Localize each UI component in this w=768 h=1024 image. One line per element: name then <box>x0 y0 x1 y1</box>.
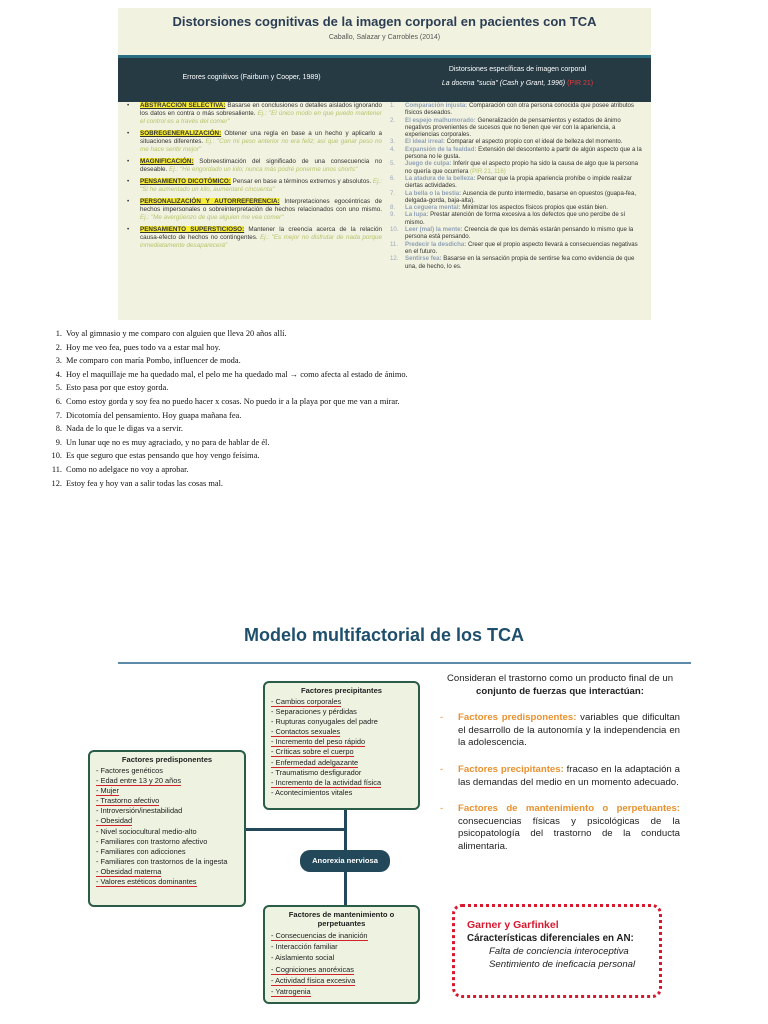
garner-subtitle: Cáracterísticas diferenciales en AN: <box>467 933 634 944</box>
slide1-subtitle: Caballo, Salazar y Carrobles (2014) <box>328 34 441 41</box>
factor-item: - Incremento de la actividad física <box>271 777 382 787</box>
error-example: Ej.: "Si he aumentado un kilo, aumentaré cincuenta" <box>140 178 382 193</box>
distortion-name: La lupa: <box>405 211 429 219</box>
list-text: Voy al gimnasio y me comparo con alguien que lleva 20 años allí. <box>66 329 287 338</box>
error-desc: Basarse en conclusiones o detalles aislados ignorando los datos en contra o más sobresaliente. <box>140 102 382 117</box>
distortion-desc: Basarse en la sensación propia de sentirse fea como evidencia de que una, de hecho, lo es. <box>405 255 635 270</box>
factor-item: - Mujer <box>96 786 119 796</box>
slide2-title: Modelo multifactorial de los TCA <box>243 625 525 645</box>
box-title: Factores de mantenimiento o perpetuantes <box>288 910 395 928</box>
box-title: Factores predisponentes <box>121 755 213 764</box>
error-term: SOBREGENERALIZACIÓN: <box>140 129 222 137</box>
right-column-header: Distorsiones específicas de imagen corporal <box>448 66 587 73</box>
distortion-name: La bella o la bestia: <box>405 189 462 197</box>
distortion-name: Juego de culpa: <box>405 160 452 168</box>
distortion-name: Leer (mal) la mente: <box>405 226 463 234</box>
right-subheader-text: La docena "sucia" (Cash y Grant, 1996) <box>441 80 566 87</box>
body-image-distortions-list <box>388 102 646 270</box>
item-number: 7. <box>390 189 396 197</box>
list-text: Esto pasa por que estoy gorda. <box>66 383 169 393</box>
list-item <box>46 436 646 450</box>
list-item <box>46 354 646 368</box>
item-number: 2. <box>390 116 396 124</box>
item-number: 12. <box>390 255 399 263</box>
distortion-name: El ideal irreal: <box>405 138 445 146</box>
garner-item: Sentimiento de ineficacia personal <box>489 959 636 970</box>
distortion-item <box>388 241 646 256</box>
distortion-name: La ceguera mental: <box>405 204 461 212</box>
list-item <box>46 477 646 491</box>
list-item <box>46 449 646 463</box>
list-item <box>46 381 646 395</box>
connector-line <box>246 828 345 831</box>
error-desc: Sobreestimación del significado de una consecuencia no deseable. <box>140 157 382 173</box>
item-number: 4. <box>390 145 396 153</box>
item-number: 9. <box>390 211 396 219</box>
factor-item: - Traumatismo desfigurador <box>271 767 362 777</box>
slide1-title: Distorsiones cognitivas de la imagen corporal en pacientes con TCA <box>172 14 597 29</box>
list-text: Dicotomía del pensamiento. Hoy guapa mañana fea. <box>66 410 242 420</box>
error-desc: Pensar en base a términos extremos y absolutos. <box>230 178 372 186</box>
error-desc: Mantener la creencia acerca de la relación causa-efecto de hechos no contingentes. <box>140 226 382 242</box>
list-number: 6. <box>55 396 62 406</box>
factor-item: - Interacción familiar <box>271 942 338 952</box>
list-text: Hoy el maquillaje me ha quedado mal, el pelo me ha quedado mal → como afecta al estado de ánimo. <box>66 369 408 379</box>
pir-tag: (PIR 21, 116) <box>470 167 506 175</box>
list-text: Me comparo con maría Pombo, influencer de moda. <box>66 356 241 366</box>
list-item <box>46 327 646 341</box>
list-number: 11. <box>51 464 62 474</box>
list-item <box>46 341 646 355</box>
factor-item: - Familiares con trastorno afectivo <box>96 836 208 846</box>
list-text: Un lunar uqe no es muy agraciado, y no para de hablar de él. <box>66 437 270 447</box>
distortion-desc: Minimizar los aspectos físicos propios que están bien. <box>460 204 608 212</box>
factor-title: Factores de mantenimiento o perpetuantes: <box>458 803 680 815</box>
cognitive-error-item <box>124 158 382 174</box>
distortion-desc: Prestar atención de forma excesiva a los defectos que uno percibe de sí mismo. <box>405 211 626 226</box>
examples-list <box>46 327 646 490</box>
cognitive-error-item <box>124 178 382 194</box>
factor-title: Factores predisponentes: <box>458 712 577 724</box>
item-number: 5. <box>390 160 396 168</box>
distortion-desc: Inferir que el aspecto propio ha sido la causa de algo que la persona no quería que ocurriera <box>405 160 639 175</box>
list-number: 4. <box>55 369 62 379</box>
title-divider <box>118 662 691 664</box>
distortion-name: Comparación injusta: <box>405 102 468 109</box>
distortion-item <box>388 102 646 117</box>
list-number: 9. <box>55 437 62 447</box>
factor-item: - Obesidad <box>96 816 133 826</box>
list-item <box>46 409 646 423</box>
list-item <box>46 422 646 436</box>
distortion-item <box>388 117 646 139</box>
error-desc: Obtener una regla en base a un hecho y aplicarlo a situaciones diferentes. <box>140 129 382 145</box>
error-term: PERSONALIZACIÓN Y AUTORREFERENCIA: <box>140 198 280 206</box>
factor-item: - Introversión/inestabilidad <box>96 806 183 816</box>
error-example: Ej.: "Me avergüenzo de que alguien me vea comer" <box>140 213 284 221</box>
cognitive-error-item <box>124 226 382 249</box>
distortion-name: Expansión de la fealdad: <box>405 145 477 153</box>
garner-garfinkel-box <box>452 904 662 998</box>
bullet: • <box>127 157 130 165</box>
error-term: PENSAMIENTO SUPERSTICIOSO: <box>140 226 245 234</box>
list-item <box>46 463 646 477</box>
factor-item: - Rupturas conyugales del padre <box>271 717 378 727</box>
distortion-item <box>388 138 646 145</box>
error-example: Ej.: "He engordado un kilo; nunca más podré ponerme unos shorts" <box>167 165 358 173</box>
list-number: 7. <box>55 410 62 420</box>
factor-item: - Cogniciones anoréxicas <box>271 964 354 974</box>
distortion-name: El espejo malhumorado: <box>405 116 476 124</box>
factor-item: - Críticas sobre el cuerpo <box>271 747 354 757</box>
precipitating-factors-box <box>263 681 420 810</box>
item-number: 11. <box>390 240 399 248</box>
factor-item: - Actividad física excesiva <box>271 975 356 985</box>
cognitive-error-item <box>124 198 382 221</box>
factor-description: - Factores predisponentes: variables que dificultan el desarrollo de la autonomía y la independencia en la adolescencia. <box>440 712 680 749</box>
list-text: Estoy fea y hoy van a salir todas las cosas mal. <box>66 478 223 488</box>
factor-item: - Obesidad materna <box>96 866 162 876</box>
item-number: 1. <box>390 102 396 109</box>
distortion-item <box>388 160 646 175</box>
distortion-desc: Comparación con otra persona conocida que posee atributos físicos deseados. <box>405 102 634 117</box>
list-item <box>46 368 646 382</box>
distortion-item <box>388 255 646 270</box>
list-text: Como estoy gorda y soy fea no puedo hacer x cosas. No puedo ir a la playa por que me van a mirar. <box>66 396 400 406</box>
factor-item: - Incremento del peso rápido <box>271 737 366 747</box>
distortion-item <box>388 204 646 211</box>
bullet: • <box>127 129 130 137</box>
distortion-item <box>388 146 646 161</box>
bullet: • <box>127 102 130 109</box>
distortion-desc: Comparar el aspecto propio con el ideal de belleza del momento. <box>444 138 623 146</box>
error-example: Ej.: "Con mi peso anterior no era feliz; así que ganar peso no me hace sentir mejor" <box>140 137 383 153</box>
error-term: ABSTRACCIÓN SELECTIVA: <box>140 102 226 109</box>
factor-item: - Familiares con adicciones <box>96 846 186 856</box>
factor-item: - Factores genéticos <box>96 766 163 775</box>
list-text: Nada de lo que le digas va a servir. <box>66 424 183 434</box>
list-number: 8. <box>55 424 62 434</box>
error-example: Ej.: "Es mejor no disfrutar de nada porque inmediatamente desaparecerá" <box>140 234 383 249</box>
error-term: PENSAMIENTO DICOTÓMICO: <box>140 178 231 186</box>
list-number: 12. <box>51 478 62 488</box>
factor-item: - Aislamiento social <box>271 953 335 963</box>
factor-item: - Acontecimientos vitales <box>271 787 353 797</box>
distortion-desc: Extensión del descontento a partir de algún aspecto que a la persona no le gusta. <box>405 145 642 161</box>
factor-item: - Separaciones y pérdidas <box>271 707 357 717</box>
distortion-item <box>388 211 646 226</box>
list-number: 3. <box>55 356 62 366</box>
distortion-desc: Creer que el propio aspecto llevará a consecuencias negativas en el futuro. <box>405 240 638 255</box>
list-text: Es que seguro que estas pensando que hoy vengo feísima. <box>66 451 260 461</box>
item-number: 10. <box>390 226 399 234</box>
error-desc: Interpretaciones egocéntricas de hechos impersonales o sobreinterpretación de hechos relacionados con uno mismo. <box>140 198 382 214</box>
factor-item: - Trastorno afectivo <box>96 796 160 806</box>
model-intro: Consideran el trastorno como un producto final de un conjunto de fuerzas que interactúan: <box>446 673 674 697</box>
factor-item: - Valores estéticos dominantes <box>96 877 197 887</box>
distortion-desc: Pensar que la propia apariencia prohíbe o impide realizar ciertas actividades. <box>405 174 632 190</box>
factor-description: - Factores de mantenimiento o perpetuantes: consecuencias físicas y psicológicas de la psicopatología del trastorno de la conducta alimentaria. <box>440 803 680 852</box>
factor-item: - Nivel sociocultural medio-alto <box>96 826 197 836</box>
item-number: 8. <box>390 204 396 212</box>
list-text: Hoy me veo fea, pues todo va a estar mal hoy. <box>66 342 221 352</box>
distortion-desc: Generalización de pensamientos y estados de ánimo negativos provenientes de sucesos que no tienen que ver con la apariencia, a experiencias corporales. <box>405 116 621 139</box>
connector-line <box>344 872 347 905</box>
list-item <box>46 395 646 409</box>
distortion-desc: Ausencia de punto intermedio, basarse en opuestos (guapa-fea, delgada-gorda, baja-alta). <box>405 189 637 204</box>
factor-item: - Consecuencias de inanición <box>271 931 368 940</box>
predisposing-factors-box <box>88 750 246 907</box>
factor-description: - Factores precipitantes: fracaso en la adaptación a las demandas del medio en un momento adecuado. <box>440 763 680 788</box>
list-number: 5. <box>55 383 62 393</box>
slide1-table-header <box>118 55 651 102</box>
bullet: • <box>127 198 130 206</box>
factor-item: - Yatrogenia <box>271 987 311 997</box>
list-number: 2. <box>55 342 62 352</box>
left-column-header: Errores cognitivos (Fairburn y Cooper, 1989) <box>182 74 321 81</box>
cognitive-error-item <box>124 102 382 125</box>
item-number: 6. <box>390 174 396 182</box>
anorexia-node: Anorexia nerviosa <box>300 850 390 872</box>
bullet: • <box>127 178 130 186</box>
factor-item: - Familiares con trastornos de la ingesta <box>96 856 228 866</box>
distortion-name: Sentirse fea: <box>405 255 442 263</box>
list-text: Como no adelgace no voy a aprobar. <box>66 464 189 474</box>
box-title: Factores precipitantes <box>300 686 383 695</box>
cognitive-errors-list <box>124 102 382 254</box>
cognitive-error-item <box>124 130 382 153</box>
garner-title: Garner y Garfinkel <box>467 919 559 931</box>
factor-item: - Enfermedad adelgazante <box>271 757 359 767</box>
maintenance-factors-box <box>263 905 420 1004</box>
pir-tag: (PIR 21) <box>567 80 594 87</box>
list-number: 10. <box>51 451 62 461</box>
distortion-item <box>388 226 646 241</box>
distortion-name: La atadura de la belleza: <box>405 174 476 182</box>
error-example: Ej.: "El único modo en que puedo mantener el control es a través del comer" <box>140 109 382 125</box>
distortion-desc: Creencia de que los demás estarán pensando lo mismo que la persona está pensando. <box>405 226 634 241</box>
list-number: 1. <box>55 329 62 338</box>
slide-distorsiones <box>118 8 651 320</box>
factor-title: Factores precipitantes: <box>458 763 564 775</box>
distortion-item <box>388 190 646 205</box>
distortion-item <box>388 175 646 190</box>
item-number: 3. <box>390 138 396 146</box>
distortion-name: Predecir la desdicha: <box>405 240 467 248</box>
bullet: • <box>127 226 130 234</box>
model-description <box>440 673 680 854</box>
factor-item: - Cambios corporales <box>271 697 342 706</box>
factor-item: - Edad entre 13 y 20 años <box>96 776 182 786</box>
garner-item: Falta de conciencia interoceptiva <box>489 946 629 957</box>
error-term: MAGNIFICACIÓN: <box>140 157 194 165</box>
factor-item: - Contactos sexuales <box>271 727 341 737</box>
right-column-subheader <box>390 80 645 87</box>
